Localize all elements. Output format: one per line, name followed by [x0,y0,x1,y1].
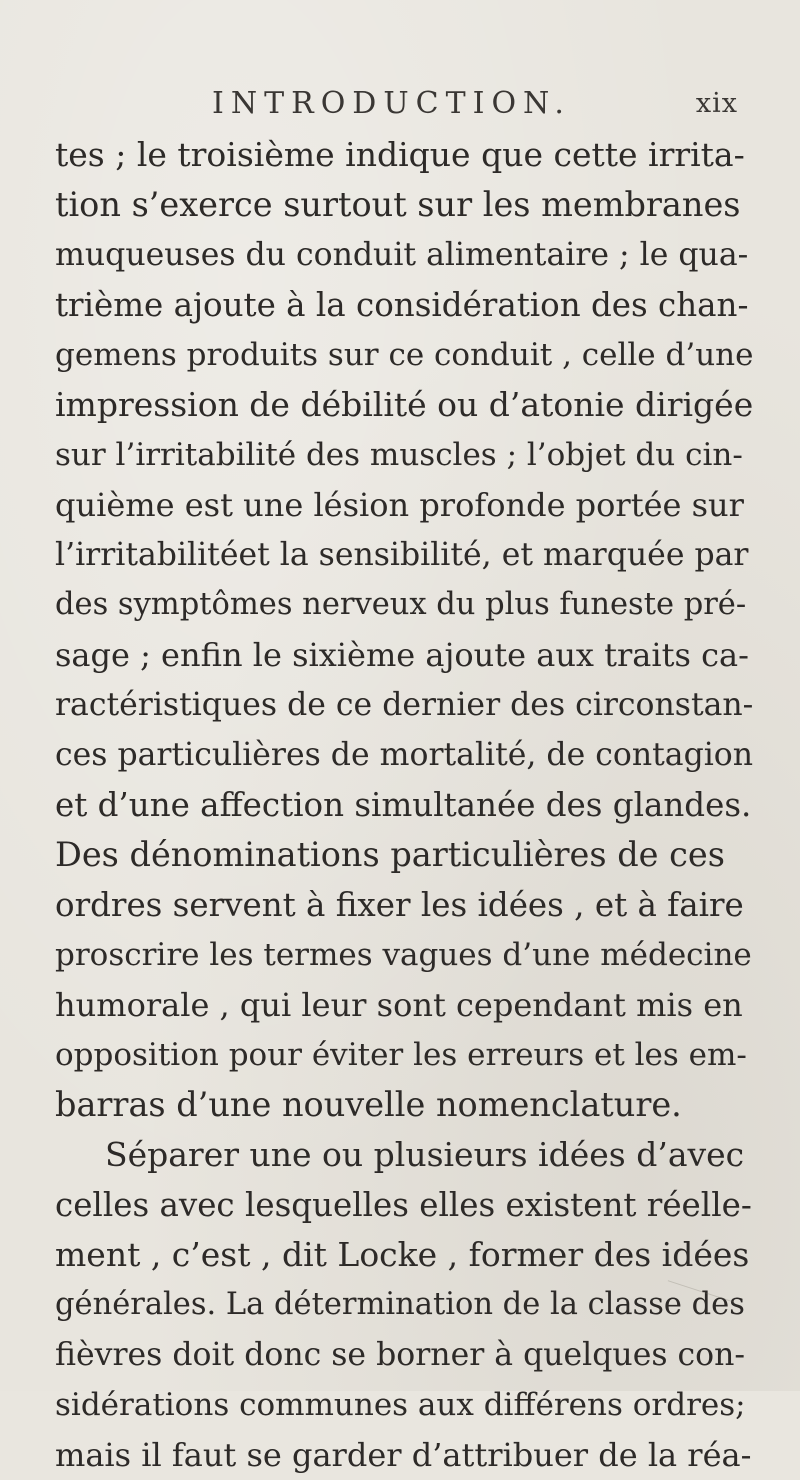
page-header [0,86,800,126]
text-line: tion s’exerce surtout sur les membranes [55,185,741,224]
text-line: tes ; le troisième indique que cette irrita- [55,135,745,174]
text-line: gemens produits sur ce conduit , celle d’une [55,337,754,373]
text-line: ordres servent à fixer les idées , et à faire [55,886,744,924]
text-line: muqueuses du conduit alimentaire ; le qua- [55,237,749,273]
running-head: INTRODUCTION. [212,86,571,121]
text-line: fièvres doit donc se borner à quelques con- [55,1337,746,1373]
text-line: ractéristiques de ce dernier des circonstan- [55,687,754,723]
text-line: proscrire les termes vagues d’une médecine [55,937,752,973]
text-line: Des dénominations particulières de ces [55,835,725,874]
text-line: Séparer une ou plusieurs idées d’avec [105,1135,745,1174]
page-number: xix [695,88,738,119]
text-line: et d’une affection simultanée des glandes. [55,786,752,824]
text-line: opposition pour éviter les erreurs et les em- [55,1037,747,1073]
text-line: celles avec lesquelles elles existent réelle- [55,1186,752,1224]
text-line: sidérations communes aux différens ordres; [55,1387,746,1423]
text-line: sage ; enfin le sixième ajoute aux traits ca- [55,636,749,674]
text-line: trième ajoute à la considération des chan- [55,286,749,324]
text-line: générales. La détermination de la classe des [55,1287,745,1322]
text-line: des symptômes nerveux du plus funeste pré- [55,587,747,622]
text-line: barras d’une nouvelle nomenclature. [55,1085,682,1124]
text-line: humorale , qui leur sont cependant mis en [55,986,743,1024]
text-line: sur l’irritabilité des muscles ; l’objet du cin- [55,437,743,473]
text-line: ces particulières de mortalité, de contagion [55,737,754,773]
text-line: impression de débilité ou d’atonie dirigée [55,385,754,424]
text-line: l’irritabilitéet la sensibilité, et marquée par [55,537,749,573]
text-line: quième est une lésion profonde portée sur [55,486,744,524]
text-line: mais il faut se garder d’attribuer de la réa- [55,1436,752,1474]
text-line: ment , c’est , dit Locke , former des idées [55,1235,750,1274]
